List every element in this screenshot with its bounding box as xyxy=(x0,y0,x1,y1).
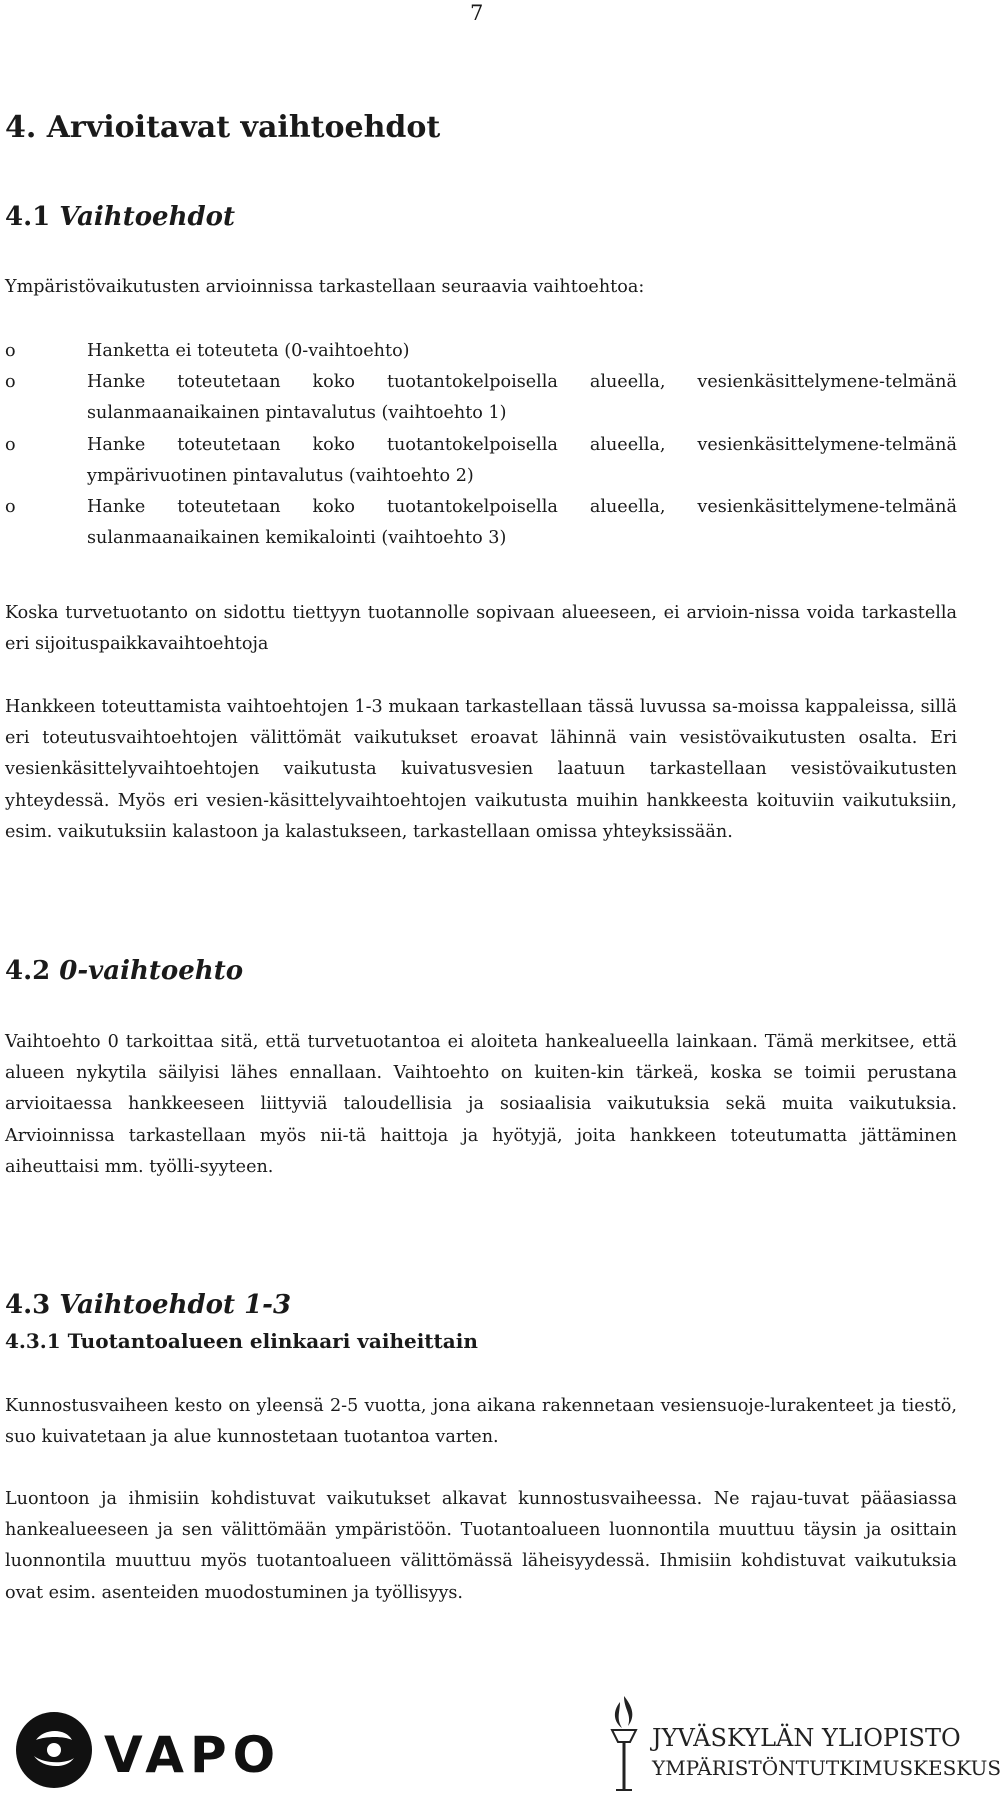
list-item-text: Hanke toteutetaan koko tuotantokelpoisella alueella, vesienkäsittelymene-telmänä sulanmaanaikainen pintavalutus (vaihtoehto 1) xyxy=(87,372,957,424)
section-number: 4.3 xyxy=(5,1290,51,1320)
paragraph-koska: Koska turvetuotanto on sidottu tiettyyn tuotannolle sopivaan alueeseen, ei arvioin-nissa voida tarkastella eri sijoituspaikkavaihtoehtoja xyxy=(5,603,957,655)
list-item-text: Hanke toteutetaan koko tuotantokelpoisella alueella, vesienkäsittelymene-telmänä sulanmaanaikainen kemikalointi (vaihtoehto 3) xyxy=(87,497,957,549)
paragraph-luontoon: Luontoon ja ihmisiin kohdistuvat vaikutukset alkavat kunnostusvaiheessa. Ne rajau-tuvat pääasiassa hankealueeseen ja sen välittömään ympäristöön. Tuotantoalueen luonnontila muuttuu täysin ja osittain luonnontila muuttuu myös tuotantoalueen välittömässä läheisyydessä. Ihmisiin kohdistuvat vaikutuksia ovat esim. asenteiden muodostuminen ja työllisyys. xyxy=(5,1489,957,1603)
alternatives-list xyxy=(5,336,957,554)
vapo-logo-wordmark: VAPO xyxy=(104,1726,282,1784)
torch-icon xyxy=(602,1694,646,1794)
section-title: Vaihtoehdot xyxy=(59,202,236,232)
list-item xyxy=(5,492,957,554)
section-title: Vaihtoehdot 1-3 xyxy=(59,1290,292,1320)
list-item xyxy=(5,430,957,492)
jyu-line1: JYVÄSKYLÄN YLIOPISTO xyxy=(652,1724,961,1752)
list-item xyxy=(5,367,957,429)
vapo-logo-graphic xyxy=(14,1710,304,1790)
intro-paragraph: Ympäristövaikutusten arvioinnissa tarkastellaan seuraavia vaihtoehtoa: xyxy=(5,277,645,297)
paragraph-0-vaihtoehto: Vaihtoehto 0 tarkoittaa sitä, että turvetuotantoa ei aloiteta hankealueella lainkaan. Tämä merkitsee, että alueen nykytila säilyisi lähes ennallaan. Vaihtoehto on kuiten-kin tärkeä, koska se toimii perustana arvioitaessa hankkeeseen liittyviä taloudellisia ja sosiaalisia vaikutuksia sekä muita vaikutuksia. Arvioinnissa tarkastellaan myös nii-tä haittoja ja hyötyjä, joita hankkeen toteutumatta jättäminen aiheuttaisi mm. työlli-syyteen. xyxy=(5,1032,957,1177)
list-item-text: Hanketta ei toteuteta (0-vaihtoehto) xyxy=(87,341,410,361)
paragraph-kunnostus: Kunnostusvaiheen kesto on yleensä 2-5 vuotta, jona aikana rakennetaan vesiensuoje-lurakenteet ja tiestö, suo kuivatetaan ja alue kunnostetaan tuotantoa varten. xyxy=(5,1396,957,1448)
paragraph-hankkeen: Hankkeen toteuttamista vaihtoehtojen 1-3 mukaan tarkastellaan tässä luvussa sa-moissa kappaleissa, sillä eri toteutusvaihtoehtojen välittömät vaikutukset eroavat lähinnä vain vesistövaikutusten osalta. Eri vesienkäsittelyvaihtoehtojen vaikutusta kuivatusvesien laatuun tarkastellaan vesistövaikutusten yhteydessä. Myös eri vesien-käsittelyvaihtoehtojen vaikutusta muihin hankkeesta koituviin vaikutuksiin, esim. vaikutuksiin kalastoon ja kalastukseen, tarkastellaan omissa yhteyksissään. xyxy=(5,697,957,842)
list-item-text: Hanke toteutetaan koko tuotantokelpoisella alueella, vesienkäsittelymene-telmänä ympärivuotinen pintavalutus (vaihtoehto 2) xyxy=(87,434,957,486)
section-title: 0-vaihtoehto xyxy=(59,956,244,986)
chapter-heading: 4. Arvioitavat vaihtoehdot xyxy=(5,110,441,145)
bullet-o: o xyxy=(5,497,16,518)
subsection-heading-4-3-1: 4.3.1 Tuotantoalueen elinkaari vaiheittain xyxy=(5,1329,478,1353)
list-item xyxy=(5,336,957,367)
section-heading-4-2 xyxy=(5,953,243,989)
section-number: 4.1 xyxy=(5,202,51,232)
footer xyxy=(0,1690,1001,1798)
page-number: 7 xyxy=(470,1,484,25)
jyu-line2: YMPÄRISTÖNTUTKIMUSKESKUS xyxy=(652,1756,1001,1780)
vapo-logo xyxy=(14,1710,304,1790)
bullet-o: o xyxy=(5,434,16,455)
section-heading-4-3 xyxy=(5,1287,291,1323)
section-number: 4.2 xyxy=(5,956,51,986)
bullet-o: o xyxy=(5,341,16,361)
section-heading-4-1 xyxy=(5,199,235,235)
bullet-o: o xyxy=(5,372,16,393)
jyu-logo xyxy=(600,1690,1001,1798)
